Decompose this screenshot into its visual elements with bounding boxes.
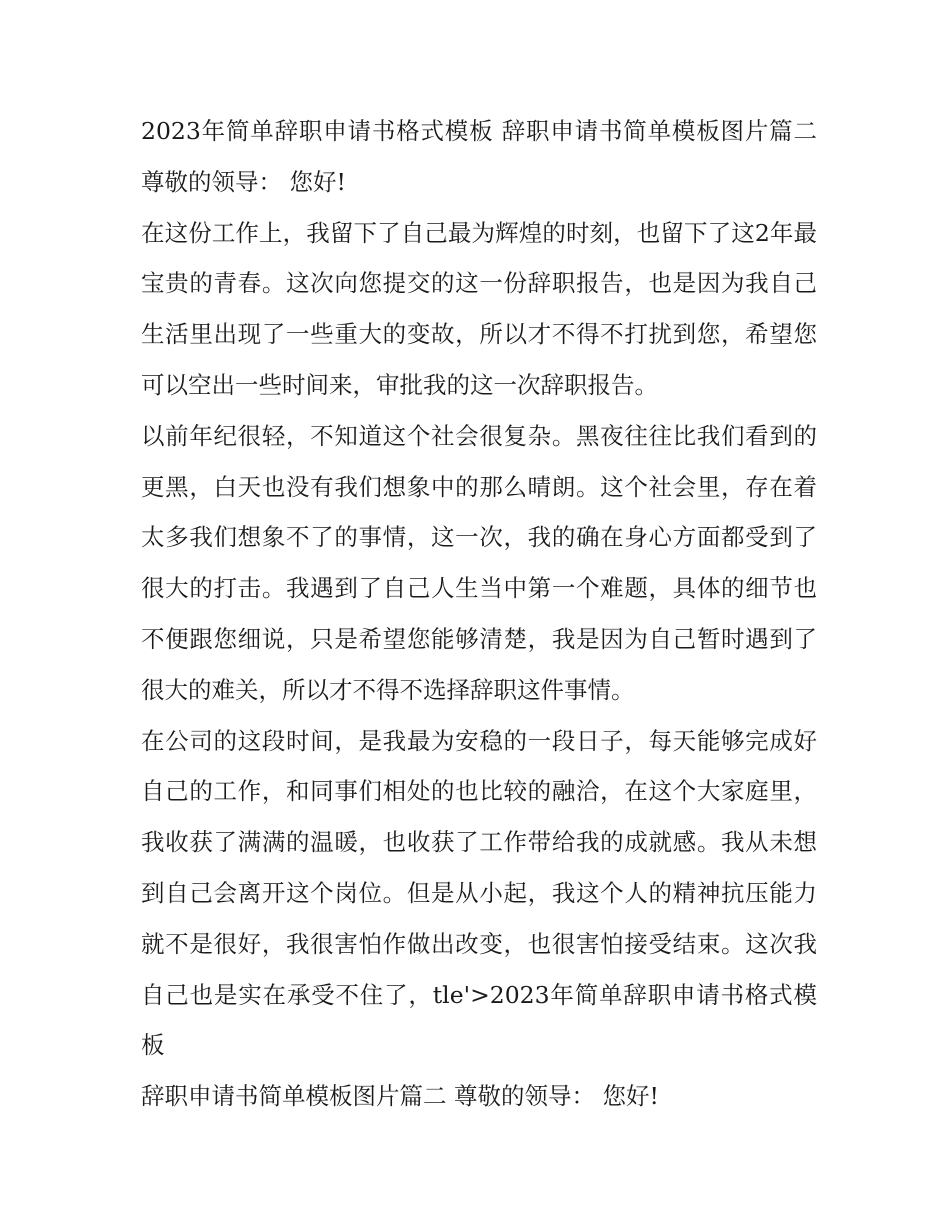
- paragraph-3: 在公司的这段时间，是我最为安稳的一段日子，每天能够完成好自己的工作，和同事们相处的也比较的融洽，在这个大家庭里，我收获了满满的温暖，也收获了工作带给我的成就感。我从未想到自己会离开这个岗位。但是从小起，我这个人的精神抗压能力就不是很好，我很害怕作做出改变，也很害怕接受结束。这次我自己也是实在承受不住了，tle'>2023年简单辞职申请书格式模板: [141, 726, 817, 1060]
- paragraph-4: 辞职申请书简单模板图片篇二 尊敬的领导： 您好!: [141, 1082, 659, 1111]
- paragraph-title: 2023年简单辞职申请书格式模板 辞职申请书简单模板图片篇二 尊敬的领导： 您好!: [141, 117, 817, 196]
- document-body: [141, 106, 817, 1122]
- paragraph-1: 在这份工作上，我留下了自己最为辉煌的时刻，也留下了这2年最宝贵的青春。这次向您提交的这一份辞职报告，也是因为我自己生活里出现了一些重大的变故，所以才不得不打扰到您，希望您可以空出一些时间来，审批我的这一次辞职报告。: [141, 218, 817, 399]
- paragraph-2: 以前年纪很轻，不知道这个社会很复杂。黑夜往往比我们看到的更黑，白天也没有我们想象中的那么晴朗。这个社会里，存在着太多我们想象不了的事情，这一次，我的确在身心方面都受到了很大的打击。我遇到了自己人生当中第一个难题，具体的细节也不便跟您细说，只是希望您能够清楚，我是因为自己暂时遇到了很大的难关，所以才不得不选择辞职这件事情。: [141, 421, 817, 704]
